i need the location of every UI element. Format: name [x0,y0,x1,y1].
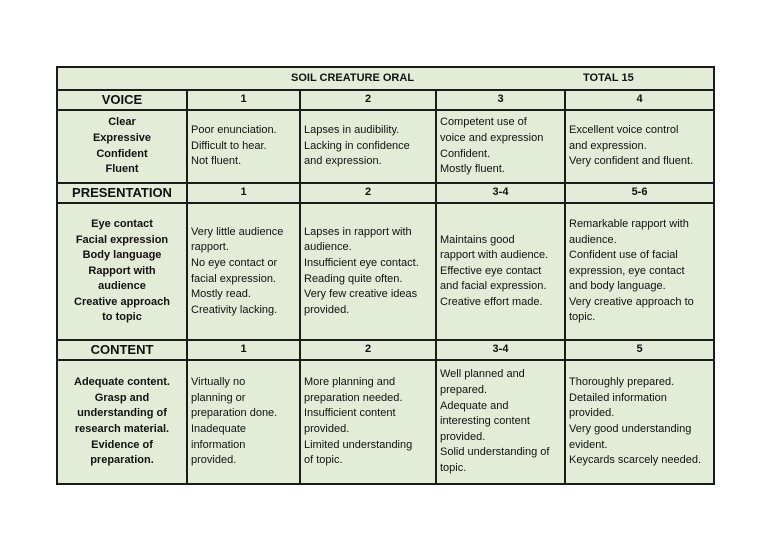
descriptor-cell [436,360,565,484]
descriptor-line: evident. [569,438,608,451]
score-heading: 1 [187,183,300,203]
descriptor-line: and facial expression. [440,280,547,293]
descriptor-line: Reading quite often. [304,272,403,285]
descriptor-line: Confident use of facial [569,249,678,262]
descriptor-cell [300,360,436,484]
score-heading: 1 [187,90,300,110]
descriptor-line: topic. [440,461,467,474]
descriptor-line: Confident. [440,147,491,160]
descriptor-line: information [191,438,246,451]
descriptor-line: provided. [569,407,615,420]
criteria-line: Clear [108,116,136,129]
descriptor-line: Detailed information [569,391,667,404]
score-heading: 2 [300,340,436,360]
criteria-line: understanding of [77,407,167,420]
descriptor-line: Very little audience [191,225,284,238]
presentation-row [57,203,714,340]
descriptor-line: No eye contact or [191,256,278,269]
content-header-row [57,340,714,360]
score-heading: 2 [300,183,436,203]
descriptor-line: Effective eye contact [440,264,542,277]
score-heading: 4 [565,90,714,110]
descriptor-cell [565,110,714,183]
criteria-line: preparation. [90,454,154,467]
criteria-line: Eye contact [91,217,153,230]
criteria-line: Adequate content. [74,376,170,389]
criteria-line: Body language [82,249,162,262]
descriptor-line: Virtually no [191,376,246,389]
descriptor-line: audience. [569,233,617,246]
descriptor-line: Very creative approach to [569,295,694,308]
descriptor-line: More planning and [304,376,396,389]
voice-row [57,110,714,183]
descriptor-cell [565,203,714,340]
descriptor-line: provided. [304,303,350,316]
criteria-line: audience [98,280,146,293]
criteria-cell [57,360,187,484]
score-heading: 3-4 [436,340,565,360]
descriptor-line: provided. [191,454,237,467]
criteria-cell [57,110,187,183]
descriptor-line: rapport. [191,241,229,254]
criteria-line: Expressive [92,131,152,144]
descriptor-line: Mostly read. [191,288,251,301]
criteria-line: Confident [96,147,148,160]
descriptor-line: Lacking in confidence [304,139,410,152]
content-row [57,360,714,484]
descriptor-line: Creative effort made. [440,295,543,308]
descriptor-line: preparation done. [191,407,278,420]
descriptor-line: expression, eye contact [569,264,685,277]
descriptor-line: Adequate and [440,399,509,412]
criteria-line: to topic [102,311,142,324]
descriptor-line: Insufficient content [304,407,396,420]
descriptor-line: Competent use of [440,116,527,129]
descriptor-line: Insufficient eye contact. [304,256,419,269]
criteria-line: Fluent [105,163,139,176]
criteria-line: research material. [74,423,170,435]
rubric-table [56,66,715,485]
descriptor-line: and expression. [569,139,647,152]
descriptor-line: Mostly fluent. [440,163,505,176]
descriptor-line: Poor enunciation. [191,124,277,137]
descriptor-line: Lapses in rapport with [304,225,412,238]
descriptor-line: Lapses in audibility. [304,124,400,137]
title-cell [57,67,714,90]
section-name: PRESENTATION [57,183,187,203]
descriptor-line: preparation needed. [304,391,403,404]
descriptor-cell [565,360,714,484]
descriptor-line: Limited understanding [304,438,413,451]
descriptor-line: Inadequate [191,423,247,435]
descriptor-cell [300,203,436,340]
descriptor-line: planning or [191,391,246,404]
presentation-header-row [57,183,714,203]
descriptor-cell [187,110,300,183]
descriptor-line: facial expression. [191,272,276,285]
descriptor-line: and expression. [304,155,382,168]
section-name: CONTENT [57,340,187,360]
descriptor-line: Solid understanding of [440,446,550,459]
score-heading: 1 [187,340,300,360]
descriptor-line: Not fluent. [191,155,242,168]
score-heading: 5-6 [565,183,714,203]
descriptor-cell [300,110,436,183]
criteria-cell [57,203,187,340]
descriptor-line: interesting content [440,415,530,428]
descriptor-line: Difficult to hear. [191,139,267,152]
descriptor-line: rapport with audience. [440,249,549,262]
descriptor-line: Well planned and [440,368,525,381]
descriptor-line: provided. [440,430,486,443]
criteria-line: Evidence of [91,438,153,451]
descriptor-line: Maintains good [440,233,515,246]
descriptor-cell [436,110,565,183]
descriptor-line: voice and expression [440,131,544,144]
descriptor-line: provided. [304,423,350,435]
descriptor-cell [436,203,565,340]
criteria-line: Facial expression [75,233,169,246]
score-heading: 3 [436,90,565,110]
descriptor-line: Keycards scarcely needed. [569,454,702,467]
descriptor-line: Creativity lacking. [191,303,278,316]
descriptor-line: Thoroughly prepared. [569,376,675,389]
rubric-title: SOIL CREATURE ORAL [291,72,415,84]
descriptor-line: prepared. [440,384,488,397]
descriptor-cell [187,360,300,484]
criteria-line: Grasp and [94,391,150,404]
descriptor-line: Remarkable rapport with [569,217,689,230]
voice-header-row [57,90,714,110]
score-heading: 3-4 [436,183,565,203]
descriptor-line: Very few creative ideas [304,288,418,301]
descriptor-line: Very confident and fluent. [569,155,694,168]
section-name: VOICE [57,90,187,110]
descriptor-cell [187,203,300,340]
descriptor-line: of topic. [304,454,343,467]
descriptor-line: Excellent voice control [569,124,679,137]
score-heading: 5 [565,340,714,360]
descriptor-line: topic. [569,311,596,324]
score-heading: 2 [300,90,436,110]
descriptor-line: audience. [304,241,352,254]
criteria-line: Rapport with [88,264,156,277]
title-row [57,67,714,90]
rubric-total: TOTAL 15 [583,72,634,84]
descriptor-line: Very good understanding [569,423,692,435]
criteria-line: Creative approach [74,295,170,308]
descriptor-line: and body language. [569,280,666,293]
